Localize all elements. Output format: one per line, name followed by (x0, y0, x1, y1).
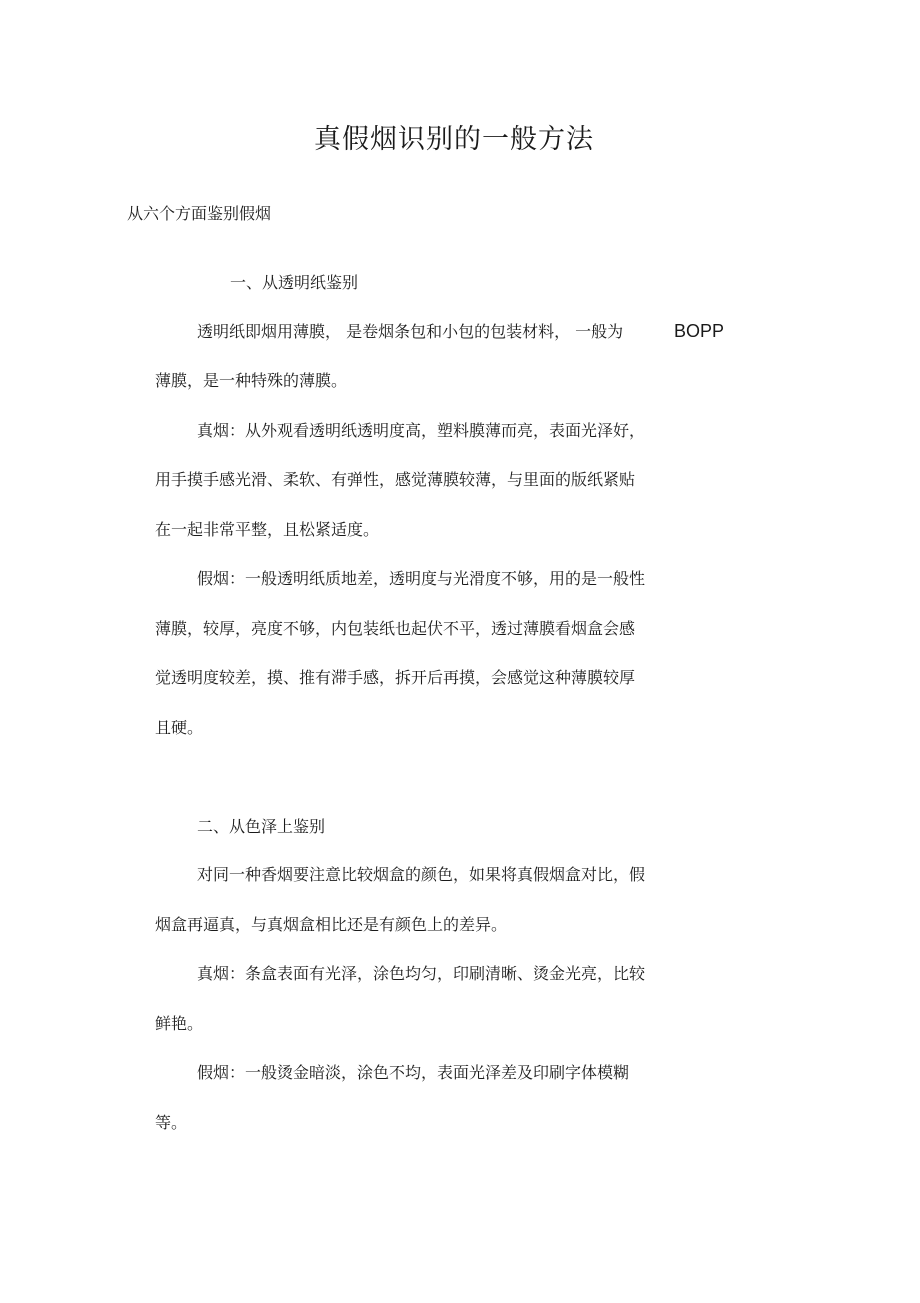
section2-p3-line2: 等。 (155, 1113, 188, 1132)
section1-p2-line2: 用手摸手感光滑、柔软、有弹性，感觉薄膜较薄，与里面的版纸紧贴 (155, 470, 636, 489)
section2-heading: 二、从色泽上鉴别 (197, 817, 326, 836)
section2-p3-line1: 假烟：一般烫金暗淡，涂色不均，表面光泽差及印刷字体模糊 (197, 1063, 630, 1082)
section1-p3-line4: 且硬。 (155, 718, 204, 737)
section2-p1-line2: 烟盒再逼真，与真烟盒相比还是有颜色上的差异。 (155, 915, 508, 934)
section1-p1-bopp: BOPP (674, 321, 725, 341)
section1-p2-line1: 真烟：从外观看透明纸透明度高，塑料膜薄而亮，表面光泽好， (197, 421, 646, 440)
section1-p1-line1: 透明纸即烟用薄膜， 是卷烟条包和小包的包装材料， 一般为 (197, 322, 624, 341)
section2-p2-line1: 真烟：条盒表面有光泽，涂色均匀，印刷清晰、烫金光亮，比较 (197, 964, 646, 983)
section2-p1-line1: 对同一种香烟要注意比较烟盒的颜色，如果将真假烟盒对比，假 (197, 865, 646, 884)
page-title: 真假烟识别的一般方法 (314, 124, 594, 155)
intro-line: 从六个方面鉴别假烟 (127, 204, 272, 223)
section1-p3-line3: 觉透明度较差，摸、推有滞手感，拆开后再摸，会感觉这种薄膜较厚 (155, 668, 636, 687)
section1-p3-line2: 薄膜，较厚，亮度不够，内包装纸也起伏不平，透过薄膜看烟盒会感 (155, 619, 636, 638)
section1-p2-line3: 在一起非常平整，且松紧适度。 (155, 520, 380, 539)
section1-heading: 一、从透明纸鉴别 (230, 273, 359, 292)
section2-p2-line2: 鲜艳。 (155, 1014, 204, 1033)
section1-p1-line2: 薄膜，是一种特殊的薄膜。 (155, 371, 348, 390)
section1-p3-line1: 假烟：一般透明纸质地差，透明度与光滑度不够，用的是一般性 (197, 569, 646, 588)
